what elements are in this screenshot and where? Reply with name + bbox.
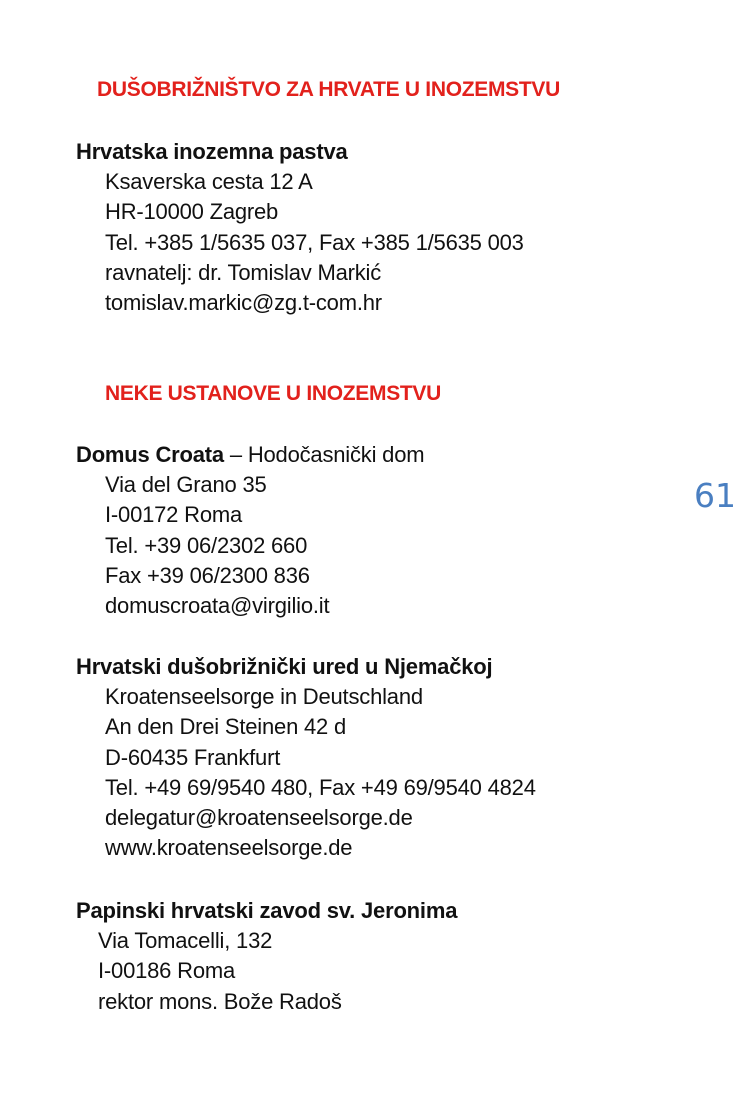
address-line: Ksaverska cesta 12 A	[105, 169, 313, 194]
phone-line: Tel. +39 06/2302 660	[105, 532, 308, 558]
postal-line: HR-10000 Zagreb	[105, 199, 279, 225]
entry-title-rest: – Hodočasnički dom	[223, 442, 425, 467]
phone-fax-line: Tel. +49 69/9540 480, Fax +49 69/9540 4824	[105, 774, 536, 800]
email-line: tomislav.markic@zg.t-com.hr	[105, 290, 382, 316]
page-number: 61	[694, 476, 736, 515]
entry-title	[76, 652, 536, 682]
entry-kroatenseelsorge	[76, 652, 536, 864]
entry-title	[76, 896, 457, 926]
section-heading-pastoral-care: DUŠOBRIŽNIŠTVO ZA HRVATE U INOZEMSTVU	[97, 78, 560, 101]
email-line: delegatur@kroatenseelsorge.de	[105, 805, 413, 831]
entry-title	[76, 137, 524, 167]
entry-address-block	[76, 682, 536, 864]
email-line: domuscroata@virgilio.it	[105, 593, 330, 619]
entry-hrvatska-inozemna-pastva	[76, 137, 524, 318]
rector-line: rektor mons. Bože Radoš	[98, 988, 342, 1014]
entry-title-bold: Papinski hrvatski zavod sv. Jeronima	[76, 898, 458, 923]
org-name-line: Kroatenseelsorge in Deutschland	[105, 684, 423, 709]
entry-address-block	[76, 926, 457, 1017]
entry-title	[76, 440, 424, 470]
entry-title-bold: Hrvatski dušobrižnički ured u Njemačkoj	[76, 654, 493, 679]
postal-line: I-00186 Roma	[98, 958, 236, 984]
director-line: ravnatelj: dr. Tomislav Markić	[105, 259, 382, 285]
entry-address-block	[76, 470, 424, 621]
section-heading-institutions-abroad: NEKE USTANOVE U INOZEMSTVU	[105, 382, 442, 405]
entry-address-block	[76, 167, 524, 318]
address-line: Via del Grano 35	[105, 472, 267, 497]
entry-title-bold: Hrvatska inozemna pastva	[76, 139, 348, 164]
address-line: Via Tomacelli, 132	[98, 928, 273, 953]
phone-fax-line: Tel. +385 1/5635 037, Fax +385 1/5635 003	[105, 229, 524, 255]
entry-zavod-sv-jeronima	[76, 896, 457, 1017]
postal-line: D-60435 Frankfurt	[105, 744, 281, 770]
entry-title-bold: Domus Croata	[76, 442, 224, 467]
entry-domus-croata	[76, 440, 424, 621]
address-line: An den Drei Steinen 42 d	[105, 714, 347, 740]
postal-line: I-00172 Roma	[105, 502, 243, 528]
fax-line: Fax +39 06/2300 836	[105, 562, 310, 588]
website-line: www.kroatenseelsorge.de	[105, 835, 353, 861]
